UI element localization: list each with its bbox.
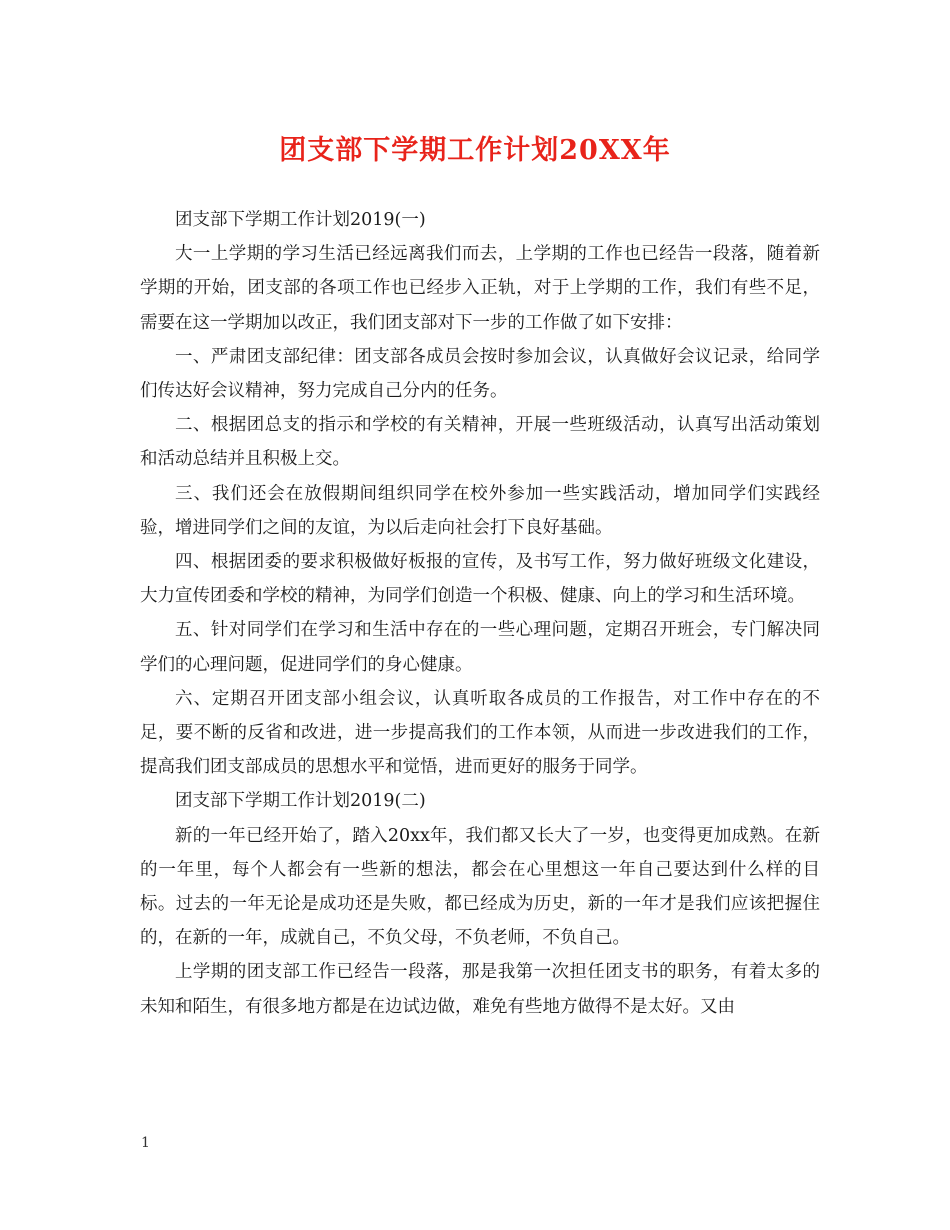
document-body	[140, 203, 820, 1024]
page-number: 1	[141, 1135, 150, 1151]
paragraph: 团支部下学期工作计划2019(一)	[175, 210, 426, 230]
paragraph: 二、根据团总支的指示和学校的有关精神，开展一些班级活动，认真写出活动策划和活动总结并且积极上交。	[140, 415, 820, 470]
paragraph: 上学期的团支部工作已经告一段落，那是我第一次担任团支书的职务，有着太多的未知和陌生，有很多地方都是在边试边做，难免有些地方做得不是太好。又由	[140, 962, 820, 1017]
paragraph: 三、我们还会在放假期间组织同学在校外参加一些实践活动，增加同学们实践经验，增进同学们之间的友谊，为以后走向社会打下良好基础。	[140, 483, 820, 538]
paragraph: 五、针对同学们在学习和生活中存在的一些心理问题，定期召开班会，专门解决同学们的心理问题，促进同学们的身心健康。	[140, 620, 820, 675]
paragraph: 团支部下学期工作计划2019(二)	[175, 791, 426, 812]
paragraph: 六、定期召开团支部小组会议，认真听取各成员的工作报告，对工作中存在的不足，要不断的反省和改进，进一步提高我们的工作本领，从而进一步改进我们的工作，提高我们团支部成员的思想水平和觉悟，进而更好的服务于同学。	[140, 688, 820, 778]
paragraph: 新的一年已经开始了，踏入20xx年，我们都又长大了一岁，也变得更加成熟。在新的一年里，每个人都会有一些新的想法，都会在心里想这一年自己要达到什么样的目标。过去的一年无论是成功还是失败，都已经成为历史，新的一年才是我们应该把握住的，在新的一年，成就自己，不负父母，不负老师，不负自己。	[140, 825, 820, 949]
document-title: 团支部下学期工作计划20XX年	[279, 135, 671, 166]
paragraph: 四、根据团委的要求积极做好板报的宣传，及书写工作，努力做好班级文化建设，大力宣传团委和学校的精神，为同学们创造一个积极、健康、向上的学习和生活环境。	[140, 552, 820, 607]
paragraph: 大一上学期的学习生活已经远离我们而去，上学期的工作也已经告一段落，随着新学期的开始，团支部的各项工作也已经步入正轨，对于上学期的工作，我们有些不足，需要在这一学期加以改正，我们团支部对下一步的工作做了如下安排：	[140, 244, 820, 333]
paragraph: 一、严肃团支部纪律：团支部各成员会按时参加会议，认真做好会议记录，给同学们传达好会议精神，努力完成自己分内的任务。	[140, 346, 820, 402]
